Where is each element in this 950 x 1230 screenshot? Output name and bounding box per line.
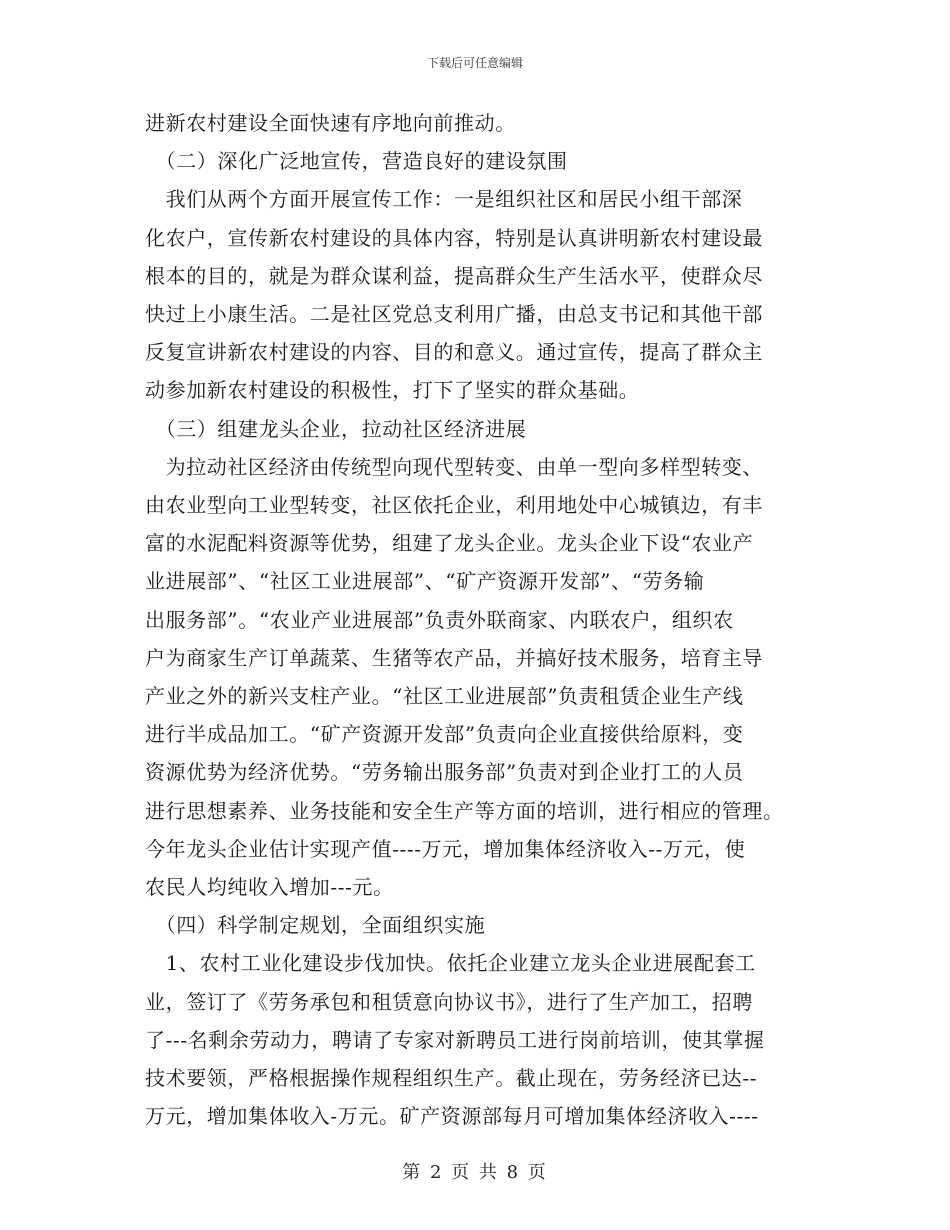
section-heading: （二）深化广泛地宣传，营造良好的建设氛围 (145, 149, 568, 174)
text-line: 产业之外的新兴支柱产业。“社区工业进展部”负责租赁企业生产线 (145, 684, 744, 709)
text-line: 资源优势为经济优势。“劳务输出服务部”负责对到企业打工的人员 (145, 760, 744, 785)
text-line: 为拉动社区经济由传统型向现代型转变、由单一型向多样型转变、 (145, 454, 763, 479)
text-line: 1、农村工业化建设步伐加快。依托企业建立龙头企业进展配套工 (145, 951, 756, 976)
text-line: 进新农村建设全面快速有序地向前推动。 (145, 111, 516, 135)
document-body (145, 104, 805, 1135)
section-heading: （三）组建龙头企业，拉动社区经济进展 (145, 416, 527, 441)
text-line: 我们从两个方面开展宣传工作：一是组织社区和居民小组干部深 (145, 187, 743, 212)
text-line: 由农业型向工业型转变，社区依托企业，利用地处中心城镇边，有丰 (145, 493, 763, 518)
text-line: 技术要领，严格根据操作规程组织生产。截止现在，劳务经济已达-- (145, 1066, 758, 1091)
text-line: 万元，增加集体收入-万元。矿产资源部每月可增加集体经济收入---- (145, 1104, 759, 1129)
page-footer: 第 2 页 共 8 页 (402, 1162, 548, 1183)
text-line: 业，签订了《劳务承包和租赁意向协议书》，进行了生产加工，招聘 (145, 989, 753, 1014)
text-line: 快过上小康生活。二是社区党总支利用广播，由总支书记和其他干部 (145, 302, 763, 327)
text-line: 了---名剩余劳动力，聘请了专家对新聘员工进行岗前培训，使其掌握 (145, 1027, 765, 1052)
text-line: 富的水泥配料资源等优势，组建了龙头企业。龙头企业下设“农业产 (145, 531, 754, 556)
section-heading: （四）科学制定规划，全面组织实施 (145, 913, 486, 938)
text-line: 动参加新农村建设的积极性，打下了坚实的群众基础。 (145, 378, 640, 403)
text-line: 业进展部”、“社区工业进展部”、“矿产资源开发部”、“劳务输 (145, 569, 705, 594)
text-line: 进行思想素养、业务技能和安全生产等方面的培训，进行相应的管理。 (145, 798, 784, 823)
text-line: 农民人均纯收入增加---元。 (145, 875, 394, 900)
text-line: 根本的目的，就是为群众谋利益，提高群众生产生活水平，使群众尽 (145, 263, 763, 288)
text-line: 反复宣讲新农村建设的内容、目的和意义。通过宣传，提高了群众主 (145, 340, 763, 365)
page-header: 下载后可任意编辑 (426, 56, 523, 70)
text-line: 出服务部”。“农业产业进展部”负责外联商家、内联农户，组织农 (145, 607, 734, 632)
text-line: 进行半成品加工。“矿产资源开发部”负责向企业直接供给原料，变 (145, 722, 744, 747)
text-line: 化农户，宣传新农村建设的具体内容，特别是认真讲明新农村建设最 (145, 225, 763, 250)
text-line: 今年龙头企业估计实现产值----万元，增加集体经济收入--万元，使 (145, 836, 746, 861)
text-line: 户为商家生产订单蔬菜、生猪等农产品，并搞好技术服务，培育主导 (145, 645, 763, 670)
